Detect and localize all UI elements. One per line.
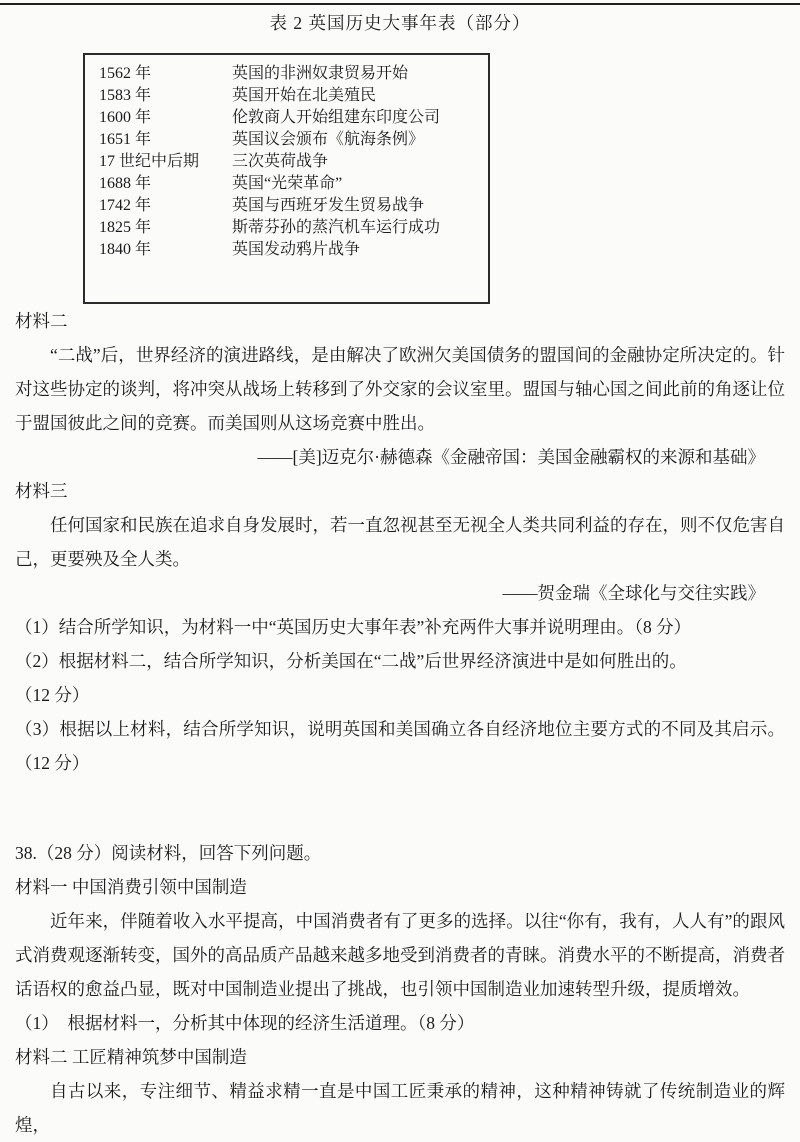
year-cell: 1600 年 (99, 109, 152, 126)
material2-label: 材料二 (15, 311, 68, 331)
table-row (99, 85, 488, 107)
question-38-heading: 38.（28 分）阅读材料，回答下列问题。 (15, 843, 322, 863)
event-cell: 斯蒂芬孙的蒸汽机车运行成功 (232, 219, 441, 236)
material2-source: ——[美]迈克尔·赫德森《金融帝国：美国金融霸权的来源和基础》 (257, 447, 765, 467)
question-37-1: （1）结合所学知识，为材料一中“英国历史大事年表”补充两件大事并说明理由。（8 分） (15, 617, 692, 637)
table-row (99, 151, 488, 173)
event-cell: 伦敦商人开始组建东印度公司 (232, 109, 441, 126)
year-cell: 1651 年 (99, 131, 152, 148)
event-cell: 英国的非洲奴隶贸易开始 (232, 65, 409, 82)
question-38-section (15, 836, 785, 1142)
year-cell: 1688 年 (99, 175, 152, 192)
question-37-3: （3）根据以上材料，结合所学知识，说明英国和美国确立各自经济地位主要方式的不同及其启示。（12 分） (15, 719, 785, 773)
event-cell: 英国开始在北美殖民 (232, 87, 377, 104)
year-cell: 1583 年 (99, 87, 152, 104)
page-content (0, 11, 800, 1142)
table-row (99, 107, 488, 129)
table-row (99, 63, 488, 85)
year-cell: 1825 年 (99, 219, 152, 236)
table-row (99, 217, 488, 239)
top-rule (0, 3, 800, 5)
table-title: 表 2 英国历史大事年表（部分） (269, 13, 531, 33)
question-37-2: （2）根据材料二，结合所学知识，分析美国在“二战”后世界经济演进中是如何胜出的。 (15, 651, 687, 671)
question-37-2-score: （12 分） (15, 685, 90, 705)
event-cell: 英国与西班牙发生贸易战争 (232, 197, 425, 214)
year-cell: 1562 年 (99, 65, 152, 82)
material2-paragraph: “二战”后，世界经济的演进路线，是由解决了欧洲欠美国债务的盟国间的金融协定所决定的。针对这些协定的谈判，将冲突从战场上转移到了外交家的会议室里。盟国与轴心国之间此前的角逐让位于盟国彼此之间的竞赛。而美国则从这场竞赛中胜出。 (15, 345, 785, 433)
material3-source: ——贺金瑞《全球化与交往实践》 (502, 583, 765, 603)
q38-material1-label: 材料一 中国消费引领中国制造 (15, 877, 247, 897)
timeline-table (83, 53, 490, 304)
table-row (99, 239, 488, 261)
year-cell: 17 世纪中后期 (99, 153, 200, 170)
event-cell: 英国议会颁布《航海条例》 (232, 131, 425, 148)
table-row (99, 173, 488, 195)
material3-paragraph: 任何国家和民族在追求自身发展时，若一直忽视甚至无视全人类共同利益的存在，则不仅危害自己，更要殃及全人类。 (15, 515, 785, 569)
q38-material1-paragraph: 近年来，伴随着收入水平提高，中国消费者有了更多的选择。以往“你有，我有，人人有”的跟风式消费观逐渐转变，国外的高品质产品越来越多地受到消费者的青睐。消费水平的不断提高，消费者话语权的愈益凸显，既对中国制造业提出了挑战，也引领中国制造业加速转型升级，提质增效。 (15, 911, 785, 999)
q38-material2-label: 材料二 工匠精神筑梦中国制造 (15, 1047, 247, 1067)
year-cell: 1742 年 (99, 197, 152, 214)
event-cell: 英国“光荣革命” (232, 175, 343, 192)
question-38-1: （1） 根据材料一，分析其中体现的经济生活道理。（8 分） (15, 1013, 475, 1033)
exam-page (0, 3, 800, 1135)
table-row (99, 129, 488, 151)
table-row (99, 195, 488, 217)
q38-material2-paragraph: 自古以来，专注细节、精益求精一直是中国工匠秉承的精神，这种精神铸就了传统制造业的辉煌， (15, 1081, 785, 1135)
event-cell: 英国发动鸦片战争 (232, 241, 361, 258)
year-cell: 1840 年 (99, 241, 152, 258)
event-cell: 三次英荷战争 (232, 153, 329, 170)
material3-label: 材料三 (15, 481, 68, 501)
